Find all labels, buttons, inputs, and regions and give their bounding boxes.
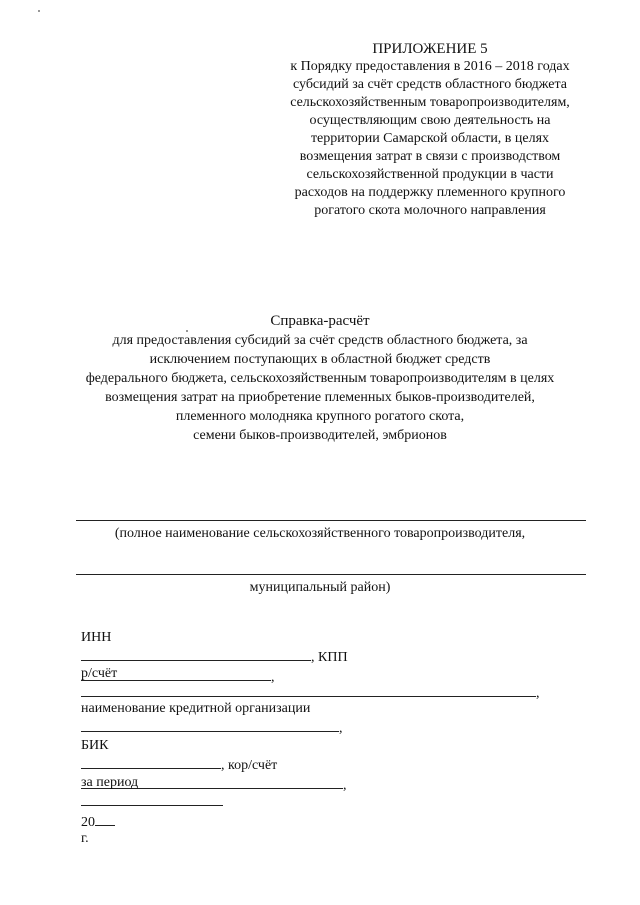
appendix-line: рогатого скота молочного направления bbox=[314, 203, 546, 218]
appendix-line: территории Самарской области, в целях bbox=[310, 131, 550, 146]
document-title-line: семени быков-производителей, эмбрионов bbox=[193, 428, 447, 443]
document-title-line: федерального бюджета, сельскохозяйственным товаропроизводителям в целях bbox=[85, 371, 555, 386]
producer-name-line[interactable] bbox=[76, 520, 586, 521]
comma: , bbox=[536, 686, 540, 701]
comma: , bbox=[343, 778, 347, 793]
year-field[interactable] bbox=[95, 811, 115, 826]
producer-name-note: (полное наименование сельскохозяйственного товаропроизводителя, bbox=[114, 526, 526, 541]
document-title-line: для предоставления субсидий за счёт средств областного бюджета, за bbox=[112, 333, 528, 348]
comma: , bbox=[339, 721, 343, 736]
document-title-line: возмещения затрат на приобретение племенных быков-производителей, bbox=[105, 390, 535, 405]
appendix-line: к Порядку предоставления в 2016 – 2018 годах bbox=[290, 59, 570, 74]
document-title-line: племенного молодняка крупного рогатого скота, bbox=[175, 409, 465, 424]
appendix-line: осуществляющим свою деятельность на bbox=[309, 113, 551, 128]
appendix-line: сельскохозяйственной продукции в части bbox=[306, 167, 554, 182]
year-suffix: г. bbox=[81, 831, 89, 846]
bik-label: БИК bbox=[81, 738, 109, 753]
document-title-main: Справка-расчёт bbox=[270, 313, 370, 329]
appendix-line: расходов на поддержку племенного крупного bbox=[294, 185, 566, 200]
district-line[interactable] bbox=[76, 574, 586, 575]
appendix-line: возмещения затрат в связи с производством bbox=[299, 149, 561, 164]
bank-label: наименование кредитной организации bbox=[81, 701, 311, 716]
appendix-header bbox=[270, 40, 590, 220]
document-title-line: исключением поступающих в областной бюджет средств bbox=[149, 352, 491, 367]
scan-speck bbox=[38, 10, 40, 12]
period-label: за период bbox=[81, 775, 139, 790]
comma: , bbox=[271, 670, 275, 685]
appendix-line: субсидий за счёт средств областного бюджета bbox=[292, 77, 568, 92]
inn-label: ИНН bbox=[81, 630, 112, 645]
period-field[interactable] bbox=[81, 791, 223, 806]
account-label: р/счёт bbox=[81, 666, 118, 681]
corr-label: , кор/счёт bbox=[221, 758, 278, 773]
appendix-line: сельскохозяйственным товаропроизводителям, bbox=[290, 95, 570, 110]
kpp-label: , КПП bbox=[311, 650, 348, 665]
year-prefix: 20 bbox=[81, 815, 95, 830]
document-title bbox=[40, 312, 600, 445]
period-row bbox=[74, 759, 223, 847]
appendix-title: ПРИЛОЖЕНИЕ 5 bbox=[372, 41, 488, 57]
district-note: муниципальный район) bbox=[249, 580, 391, 595]
